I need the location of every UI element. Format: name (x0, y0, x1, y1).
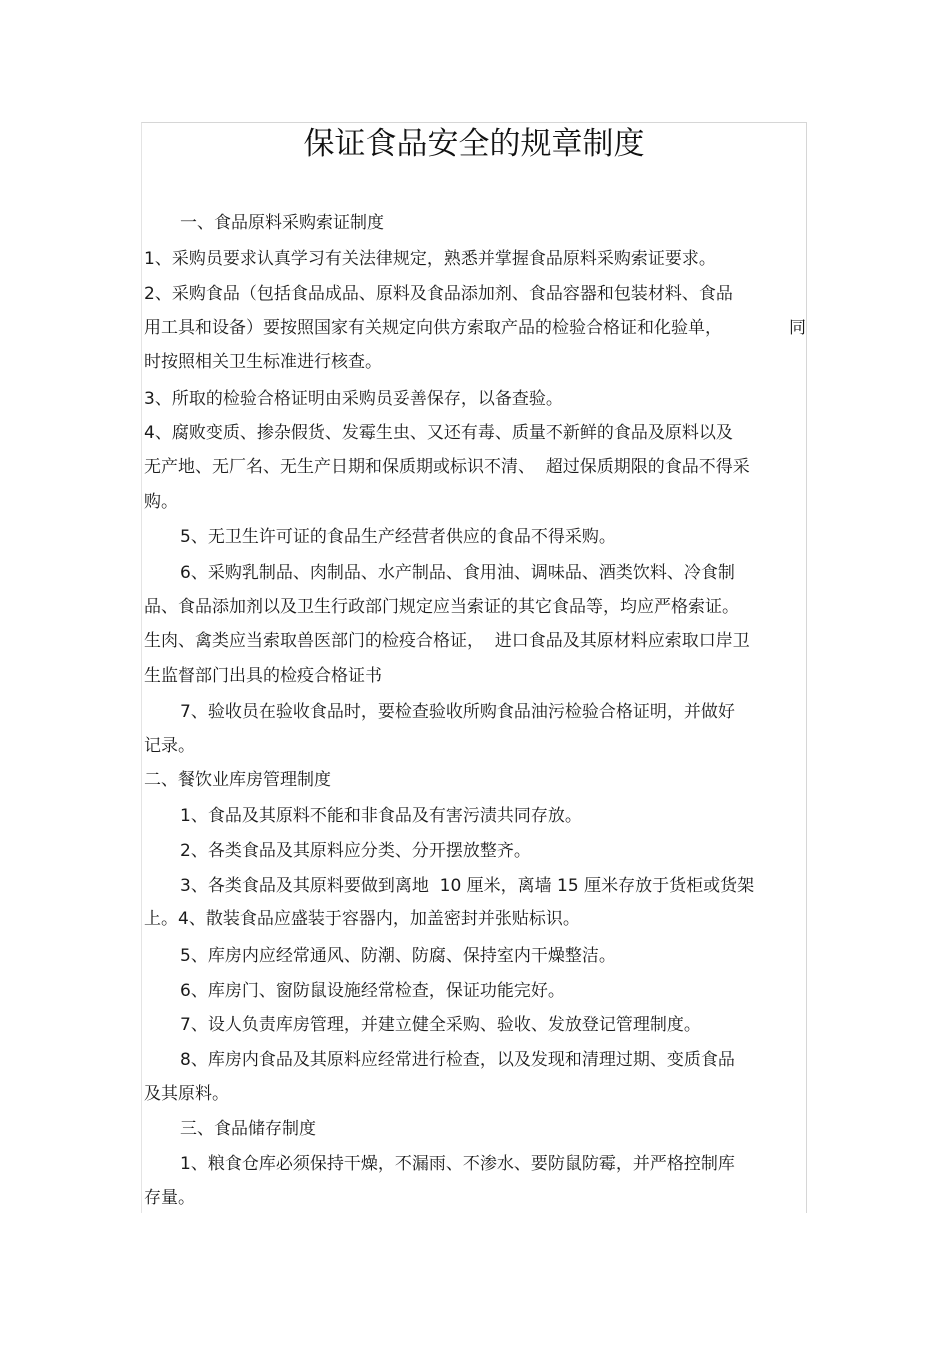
s1-item-2-line-3: 时按照相关卫生标准进行核查。 (144, 352, 382, 372)
s2-item-7: 7、设人负责库房管理，并建立健全采购、验收、发放登记管理制度。 (180, 1015, 701, 1035)
s2-item-8-line-2: 及其原料。 (144, 1084, 229, 1104)
s1-item-5: 5、无卫生许可证的食品生产经营者供应的食品不得采购。 (180, 527, 616, 547)
s2-item-2: 2、各类食品及其原料应分类、分开摆放整齐。 (180, 841, 531, 861)
s1-item-2-line-2-text: 用工具和设备）要按照国家有关规定向供方索取产品的检验合格证和化验单， (144, 318, 722, 338)
s3-item-1-line-1: 1、粮食仓库必须保持干燥，不漏雨、不渗水、要防鼠防霉，并严格控制库 (180, 1154, 735, 1174)
section-3-heading: 三、食品储存制度 (180, 1119, 316, 1139)
s1-item-6-line-1: 6、采购乳制品、肉制品、水产制品、食用油、调味品、酒类饮料、冷食制 (180, 563, 735, 583)
s1-item-6-line-4: 生监督部门出具的检疫合格证书 (144, 666, 382, 686)
s1-item-7-line-2: 记录。 (144, 736, 195, 756)
s2-item-6: 6、库房门、窗防鼠设施经常检查，保证功能完好。 (180, 981, 565, 1001)
s2-item-3-line-1: 3、各类食品及其原料要做到离地 10 厘米，离墙 15 厘米存放于货柜或货架 (180, 876, 755, 896)
s1-item-4-line-2: 无产地、无厂名、无生产日期和保质期或标识不清、 超过保质期限的食品不得采 (144, 457, 750, 477)
s1-item-2-line-1: 2、采购食品（包括食品成品、原料及食品添加剂、食品容器和包装材料、食品 (144, 284, 733, 304)
s1-item-4-line-1: 4、腐败变质、掺杂假货、发霉生虫、又还有毒、质量不新鲜的食品及原料以及 (144, 423, 733, 443)
s1-item-1: 1、采购员要求认真学习有关法律规定，熟悉并掌握食品原料采购索证要求。 (144, 249, 716, 269)
s1-item-7-line-1: 7、验收员在验收食品时，要检查验收所购食品油污检验合格证明，并做好 (180, 702, 735, 722)
s2-item-3-line-2: 上。4、散装食品应盛装于容器内，加盖密封并张贴标识。 (144, 909, 580, 929)
s2-item-8-line-1: 8、库房内食品及其原料应经常进行检查，以及发现和清理过期、变质食品 (180, 1050, 735, 1070)
s1-item-3: 3、所取的检验合格证明由采购员妥善保存，以备查验。 (144, 389, 563, 409)
s1-item-2-line-2 (144, 316, 806, 340)
s1-item-6-line-3: 生肉、禽类应当索取兽医部门的检疫合格证， 进口食品及其原材料应索取口岸卫 (144, 631, 750, 651)
document-title: 保证食品安全的规章制度 (303, 126, 645, 162)
s1-item-4-line-3: 购。 (144, 492, 178, 512)
s1-item-6-line-2: 品、食品添加剂以及卫生行政部门规定应当索证的其它食品等，均应严格索证。 (144, 597, 739, 617)
section-1-heading: 一、食品原料采购索证制度 (180, 213, 384, 233)
s2-item-5: 5、库房内应经常通风、防潮、防腐、保持室内干燥整洁。 (180, 946, 616, 966)
s2-item-1: 1、食品及其原料不能和非食品及有害污渍共同存放。 (180, 806, 582, 826)
s1-item-2-line-2-tail: 同 (789, 318, 806, 338)
section-2-heading: 二、餐饮业库房管理制度 (144, 770, 331, 790)
s3-item-1-line-2: 存量。 (144, 1188, 195, 1208)
